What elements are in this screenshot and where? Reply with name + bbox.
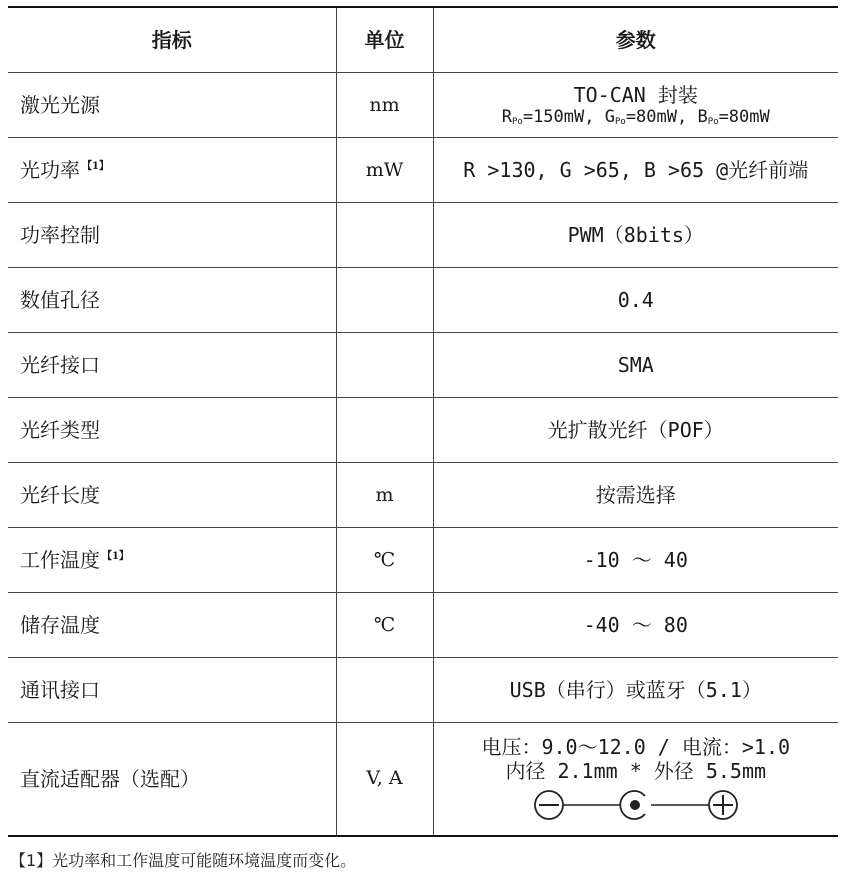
table-row — [8, 463, 838, 528]
table-row — [8, 398, 838, 463]
row-value: R >130, G >65, B >65 @光纤前端 — [433, 138, 838, 203]
row-unit — [336, 203, 433, 268]
row-value — [433, 73, 838, 138]
table-row — [8, 73, 838, 138]
value-line2: 内径 2.1mm * 外径 5.5mm — [505, 758, 767, 783]
table-header-row — [8, 7, 838, 73]
table-row — [8, 333, 838, 398]
r-val: =150mW, — [522, 106, 605, 127]
row-unit — [336, 268, 433, 333]
footnote: 【1】光功率和工作温度可能随环境温度而变化。 — [10, 851, 357, 870]
g-prefix: G — [604, 106, 615, 127]
row-value: PWM（8bits） — [433, 203, 838, 268]
row-name: 光纤长度 — [8, 463, 336, 528]
b-sub: Po — [707, 116, 719, 127]
table-row — [8, 723, 838, 836]
note-marker: 【1】 — [82, 161, 109, 172]
row-unit: nm — [336, 73, 433, 138]
row-name: 直流适配器（选配） — [8, 723, 336, 836]
row-name-text: 光功率 — [20, 158, 80, 182]
row-unit — [336, 333, 433, 398]
row-value: USB（串行）或蓝牙（5.1） — [433, 658, 838, 723]
row-unit: ℃ — [336, 528, 433, 593]
row-name — [8, 528, 336, 593]
table-row — [8, 658, 838, 723]
row-unit: V, A — [336, 723, 433, 836]
header-name: 指标 — [8, 7, 336, 73]
row-value: -10 ～ 40 — [433, 528, 838, 593]
row-name: 光纤类型 — [8, 398, 336, 463]
row-value — [433, 723, 838, 836]
value-line2 — [434, 107, 839, 128]
row-value: 按需选择 — [433, 463, 838, 528]
b-val: =80mW — [718, 106, 770, 127]
row-name: 数值孔径 — [8, 268, 336, 333]
row-name — [8, 138, 336, 203]
row-unit — [336, 658, 433, 723]
table-row — [8, 203, 838, 268]
r-sub: Po — [511, 116, 523, 127]
row-value: 光扩散光纤（POF） — [433, 398, 838, 463]
row-unit: mW — [336, 138, 433, 203]
b-prefix: B — [697, 106, 708, 127]
row-value: 0.4 — [433, 268, 838, 333]
dc-polarity-center-positive-icon — [531, 787, 741, 823]
table-row — [8, 593, 838, 658]
row-unit: m — [336, 463, 433, 528]
table-row — [8, 138, 838, 203]
row-name: 通讯接口 — [8, 658, 336, 723]
spec-table — [8, 6, 838, 837]
row-value: SMA — [433, 333, 838, 398]
row-name: 储存温度 — [8, 593, 336, 658]
g-val: =80mW, — [625, 106, 698, 127]
row-unit: ℃ — [336, 593, 433, 658]
row-unit — [336, 398, 433, 463]
note-marker: 【1】 — [102, 551, 129, 562]
row-name: 光纤接口 — [8, 333, 336, 398]
row-name-text: 工作温度 — [20, 548, 100, 572]
table-row — [8, 528, 838, 593]
row-name: 激光光源 — [8, 73, 336, 138]
table-row — [8, 268, 838, 333]
value-line1: TO-CAN 封装 — [573, 82, 698, 107]
g-sub: Po — [614, 116, 626, 127]
row-name: 功率控制 — [8, 203, 336, 268]
r-prefix: R — [501, 106, 512, 127]
value-line1: 电压：9.0～12.0 / 电流：>1.0 — [481, 734, 791, 759]
header-unit: 单位 — [336, 7, 433, 73]
row-value: -40 ～ 80 — [433, 593, 838, 658]
header-value: 参数 — [433, 7, 838, 73]
